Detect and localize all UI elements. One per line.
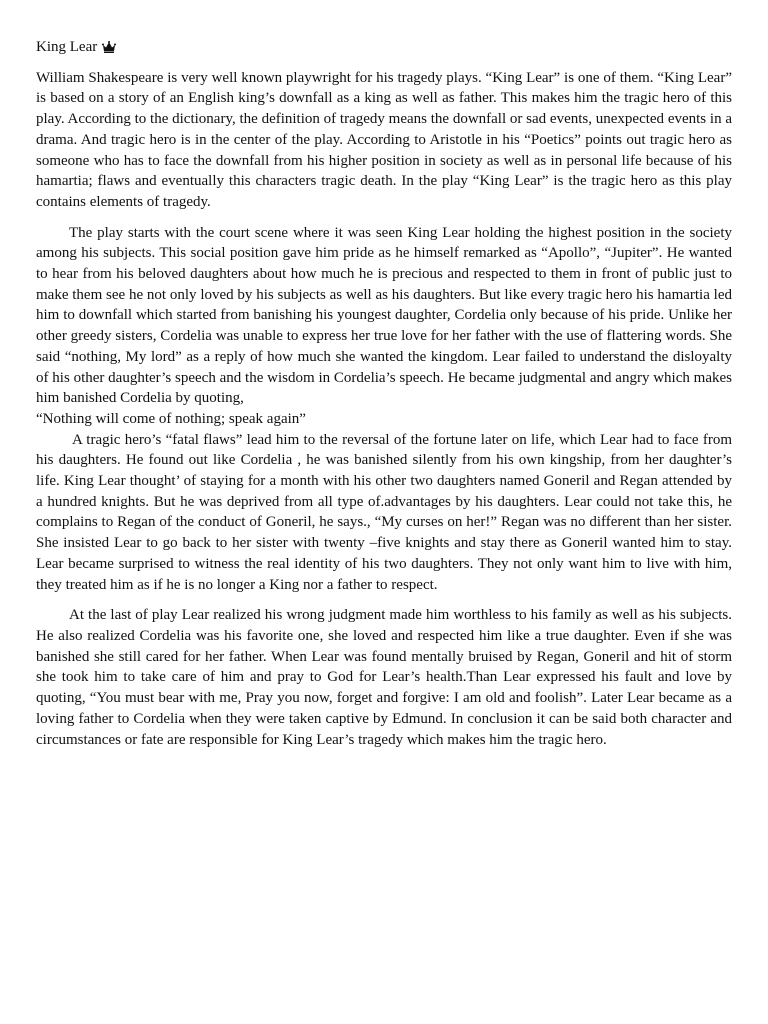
paragraph-introduction: William Shakespeare is very well known playwright for his tragedy plays. “King Lear” is one of them. “King Lear” is based on a story of an English king’s downfall as a king as well as father. This makes him the tragic hero of this play. According to the dictionary, the definition of tragedy means the downfall or sad events, unexpected events in a drama. And tragic hero is in the center of the play. According to Aristotle in his “Poetics” points out tragic hero as someone who has to face the downfall from his higher position in society as well as in personal life because of his hamartia; flaws and eventually this characters tragic death. In the play “King Lear” is the tragic hero as this play contains elements of tragedy. [36,69,732,210]
paragraph-court-scene: The play starts with the court scene where it was seen King Lear holding the highest position in the society among his subjects. This social position gave him pride as he himself remarked as “Apollo”, “Jupiter”. He wanted to hear from his beloved daughters about how much he is precious and respected to them in front of public just to make them see he not only loved by his subjects as well as his daughters. But like every tragic hero his hamartia led him to downfall which started from banishing his youngest daughter, Cordelia only because of his pride. Unlike her other greedy sisters, Cordelia was unable to express her true love for her father with the use of flattering words. She said “nothing, My lord” as a reply of how much she wanted the kingdom. Lear failed to understand the disloyalty of his other daughter’s speech and the wisdom in Cordelia’s speech. He became judgmental and angry which makes him banished Cordelia by quoting, [36,224,732,407]
paragraph-conclusion: At the last of play Lear realized his wrong judgment made him worthless to his family as well as his subjects. He also realized Cordelia was his favorite one, she loved and respected him like a true daughter. Even if she was banished she still cared for her father. When Lear was found mentally bruised by Regan, Goneril and hit of storm she took him to take care of him and pray to God for Lear’s health.Than Lear expressed his fault and love by quoting, “You must bear with me, Pray you now, forget and forgive: I am old and foolish”. Later Lear became as a loving father to Cordelia when they were taken captive by Edmund. In conclusion it can be said both character and circumstances or fate are responsible for King Lear’s tragedy which makes him the tragic hero. [36,607,732,748]
document-page [36,37,732,750]
crown-icon [102,41,116,53]
document-title [36,37,732,58]
quotation-line: “Nothing will come of nothing; speak again” [36,410,306,427]
paragraph-fatal-flaws: A tragic hero’s “fatal flaws” lead him to the reversal of the fortune later on life, which Lear had to face from his daughters. He found out like Cordelia , he was banished silently from his own kingship, from her daughter’s life. King Lear thought’ of staying for a month with his other two daughters named Goneril and Regan attended by a hundred knights. But he was deprived from all type of.advantages by his daughters. Lear could not take this, he complains to Regan of the conduct of Goneril, he says., “My curses on her!” Regan was no different than her sister. She insisted Lear to go back to her sister with twenty –five knights and stay there as Goneril wanted him to stay. Lear became surprised to witness the real identity of his two daughters. They not only want him to live with him, they treated him as if he is no longer a King nor a father to respect. [36,431,732,593]
title-text: King Lear [36,39,98,55]
